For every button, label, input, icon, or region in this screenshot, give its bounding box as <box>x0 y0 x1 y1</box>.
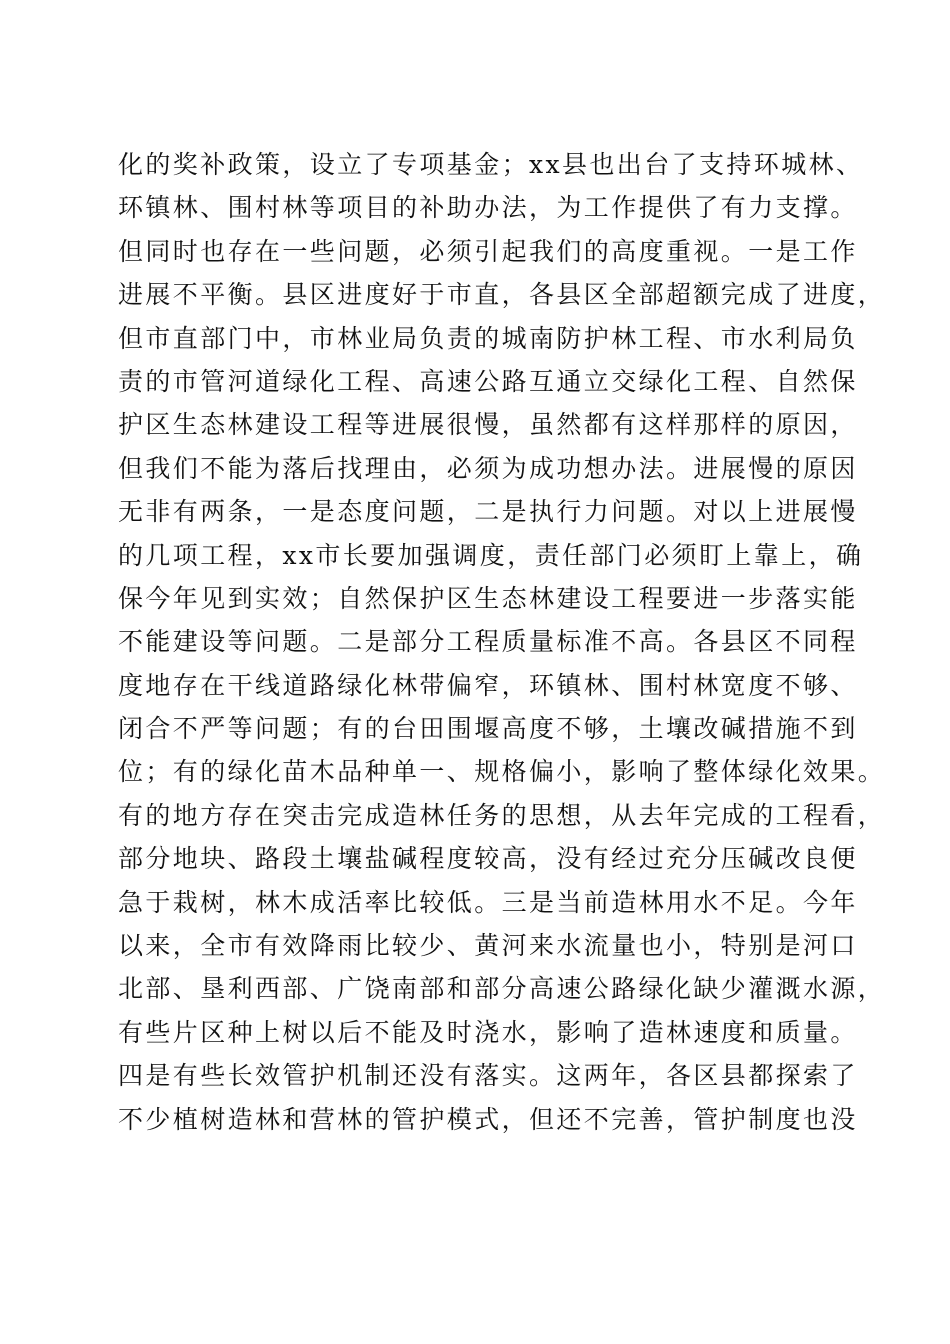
text-line: 北部、垦利西部、广饶南部和部分高速公路绿化缺少灌溉水源， <box>118 974 886 1004</box>
text-line: 部分地块、路段土壤盐碱程度较高，没有经过充分压碱改良便 <box>118 844 858 874</box>
text-line: 四是有些长效管护机制还没有落实。这两年，各区县都探索了 <box>118 1061 858 1091</box>
text-line: 急于栽树，林木成活率比较低。三是当前造林用水不足。今年 <box>118 887 858 917</box>
text-line: 责的市管河道绿化工程、高速公路互通立交绿化工程、自然保 <box>118 366 858 396</box>
text-line: 闭合不严等问题；有的台田围堰高度不够，土壤改碱措施不到 <box>118 714 858 744</box>
text-line: 进展不平衡。县区进度好于市直，各县区全部超额完成了进度， <box>118 280 886 310</box>
text-line: 位；有的绿化苗木品种单一、规格偏小，影响了整体绿化效果。 <box>118 757 886 787</box>
text-line: 有的地方存在突击完成造林任务的思想，从去年完成的工程看， <box>118 800 886 830</box>
text-line: 不能建设等问题。二是部分工程质量标准不高。各县区不同程 <box>118 627 858 657</box>
text-line: 无非有两条，一是态度问题，二是执行力问题。对以上进展慢 <box>118 497 858 527</box>
text-line: 不少植树造林和营林的管护模式，但还不完善，管护制度也没 <box>118 1104 858 1134</box>
text-line: 的几项工程，xx市长要加强调度，责任部门必须盯上靠上，确 <box>118 540 864 570</box>
text-line: 保今年见到实效；自然保护区生态林建设工程要进一步落实能 <box>118 583 858 613</box>
text-line: 有些片区种上树以后不能及时浇水，影响了造林速度和质量。 <box>118 1017 858 1047</box>
text-line: 但市直部门中，市林业局负责的城南防护林工程、市水利局负 <box>118 323 858 353</box>
text-line: 度地存在干线道路绿化林带偏窄，环镇林、围村林宽度不够、 <box>118 670 858 700</box>
text-line: 但我们不能为落后找理由，必须为成功想办法。进展慢的原因 <box>118 453 858 483</box>
text-line: 但同时也存在一些问题，必须引起我们的高度重视。一是工作 <box>118 236 858 266</box>
body-text <box>118 143 886 1141</box>
text-line: 以来，全市有效降雨比较少、黄河来水流量也小，特别是河口 <box>118 931 858 961</box>
text-line: 化的奖补政策，设立了专项基金；xx县也出台了支持环城林、 <box>118 150 864 179</box>
text-line: 护区生态林建设工程等进展很慢，虽然都有这样那样的原因， <box>118 410 858 440</box>
text-line: 环镇林、围村林等项目的补助办法，为工作提供了有力支撑。 <box>118 193 858 223</box>
